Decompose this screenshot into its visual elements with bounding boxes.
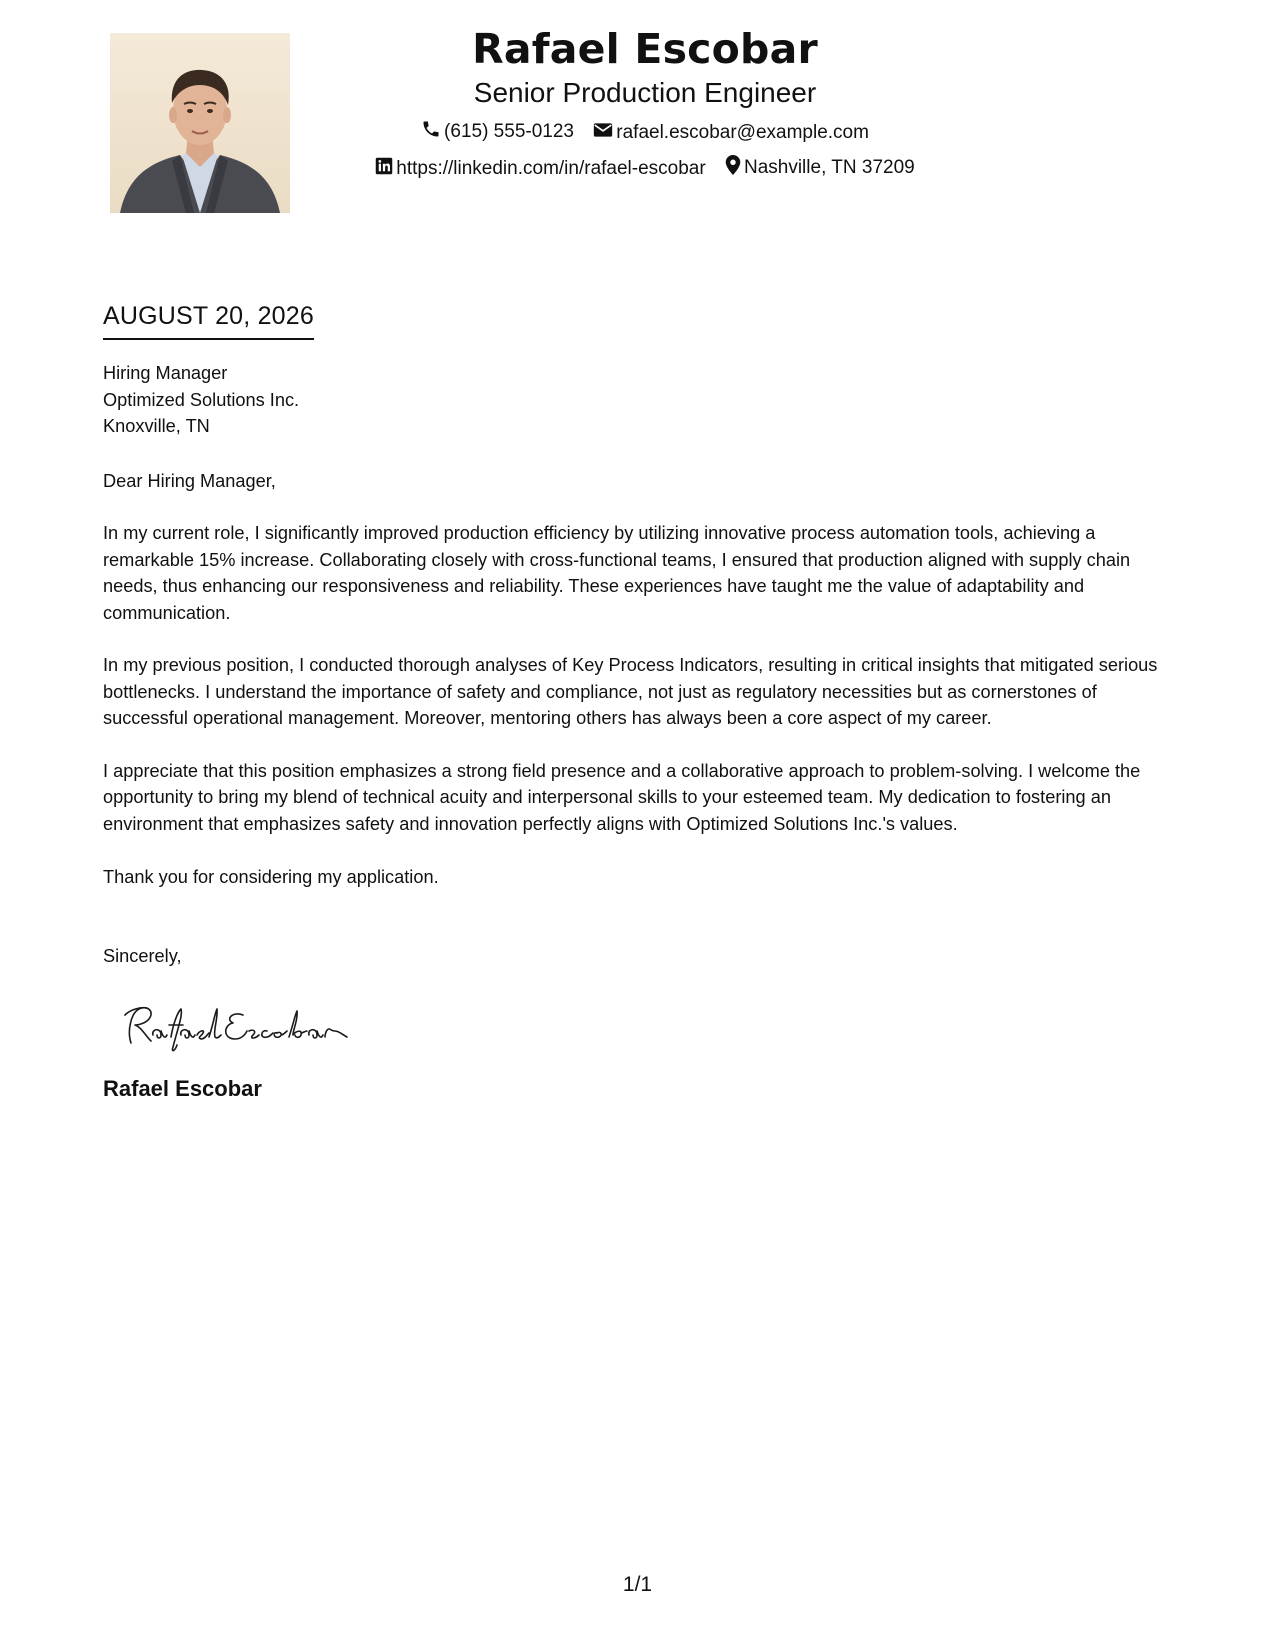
applicant-name: Rafael Escobar — [472, 25, 818, 73]
body-paragraph: In my current role, I significantly improved production efficiency by utilizing innovative process automation tools, achieving a remarkable 15% increase. Collaborating closely with cross-functional teams, I ensured that production aligned with supply chain needs, thus enhancing our responsiveness and reliability. These experiences have taught me the value of adaptability and communication. — [103, 523, 1131, 623]
salutation: Dear Hiring Manager, — [103, 470, 276, 491]
handwritten-signature — [117, 995, 1178, 1055]
email-contact[interactable] — [593, 121, 869, 145]
contact-row-primary — [300, 119, 990, 145]
letter-body — [103, 360, 1178, 1103]
map-pin-icon — [725, 155, 744, 181]
applicant-title: Senior Production Engineer — [473, 77, 817, 108]
recipient-line: Optimized Solutions Inc. — [103, 389, 300, 410]
contact-row-secondary — [300, 155, 990, 181]
phone-number: (615) 555-0123 — [444, 121, 574, 142]
linkedin-icon — [375, 157, 396, 181]
recipient-line: Knoxville, TN — [103, 416, 210, 436]
recipient-line: Hiring Manager — [103, 363, 228, 383]
body-paragraph: I appreciate that this position emphasizes a strong field presence and a collaborative approach to problem-solving. I welcome the opportunity to bring my blend of technical acuity and interpersonal skills to your esteemed team. My dedication to fostering an environment that emphasizes safety and innovation perfectly aligns with Optimized Solutions Inc.'s values. — [103, 760, 1141, 834]
page-number: 1/1 — [622, 1573, 653, 1596]
profile-photo — [110, 33, 290, 213]
thanks-line: Thank you for considering my application. — [103, 867, 439, 887]
date-block — [103, 300, 314, 340]
letter-date: AUGUST 20, 2026 — [103, 300, 314, 340]
letter-header — [300, 22, 990, 181]
location-text: Nashville, TN 37209 — [743, 157, 915, 178]
recipient-block — [103, 360, 1178, 440]
phone-icon — [421, 119, 444, 145]
envelope-icon — [593, 121, 616, 145]
linkedin-contact[interactable] — [375, 157, 705, 181]
linkedin-url: https://linkedin.com/in/rafael-escobar — [396, 158, 706, 179]
phone-contact[interactable] — [421, 119, 574, 145]
body-paragraph: In my previous position, I conducted thorough analyses of Key Process Indicators, resulting in critical insights that mitigated serious bottlenecks. I understand the importance of safety and compliance, not just as regulatory necessities but as cornerstones of successful operational management. Moreover, mentoring others has always been a core aspect of my career. — [103, 655, 1158, 728]
signer-name: Rafael Escobar — [103, 1076, 262, 1101]
location-contact — [725, 155, 915, 181]
closing-line: Sincerely, — [103, 945, 182, 966]
email-address: rafael.escobar@example.com — [616, 122, 869, 143]
